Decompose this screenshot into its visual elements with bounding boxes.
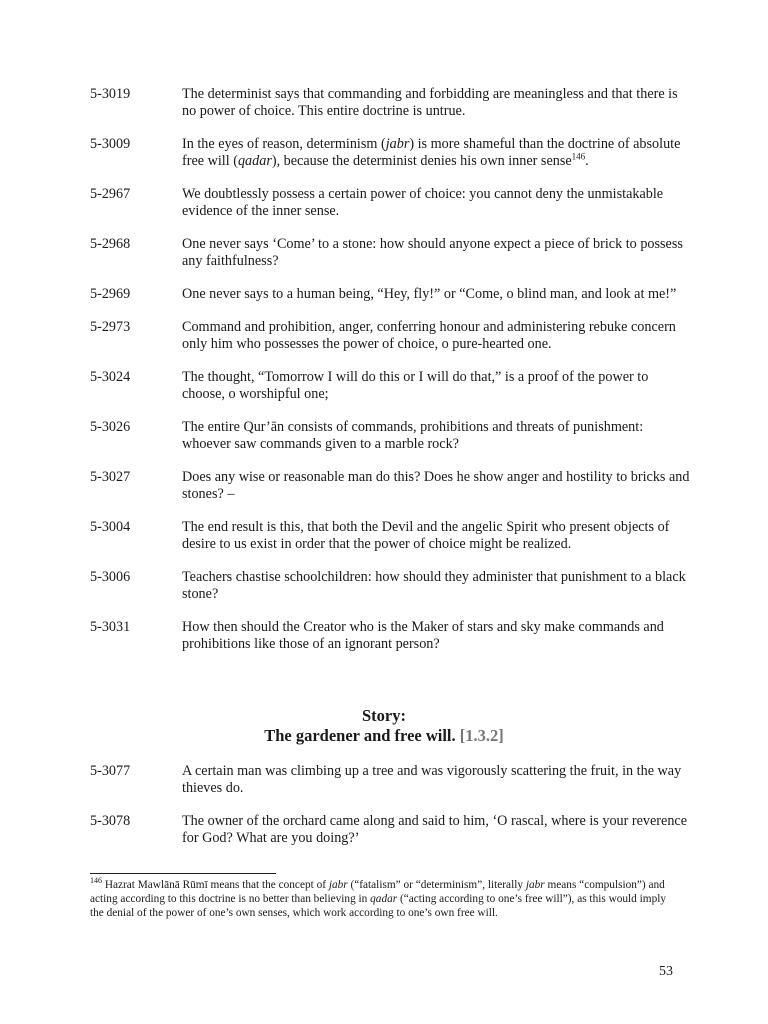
verse-reference: 5-3006 bbox=[90, 569, 131, 585]
verse-entry bbox=[90, 136, 690, 170]
verse-text: A certain man was climbing up a tree and was vigorously scattering the fruit, in the way thieves do. bbox=[182, 763, 682, 796]
verse-entry bbox=[90, 469, 690, 503]
verse-reference: 5-2968 bbox=[90, 236, 131, 252]
verse-entry bbox=[90, 619, 690, 653]
verse-entry bbox=[90, 763, 690, 797]
verse-text: Command and prohibition, anger, conferring honour and administering rebuke concern only him who possesses the power of choice, o pure-hearted one. bbox=[182, 319, 676, 352]
verse-reference: 5-3009 bbox=[90, 136, 131, 152]
verse-reference: 5-3031 bbox=[90, 619, 131, 635]
verse-text: The end result is this, that both the Devil and the angelic Spirit who present objects of desire to us exist in order that the power of choice might be realized. bbox=[182, 519, 670, 552]
verse-reference: 5-3027 bbox=[90, 469, 131, 485]
verse-reference: 5-3078 bbox=[90, 813, 131, 829]
verse-reference: 5-3077 bbox=[90, 763, 131, 779]
verse-text: The determinist says that commanding and forbidding are meaningless and that there is no power of choice. This entire doctrine is untrue. bbox=[182, 86, 678, 119]
verse-text: Does any wise or reasonable man do this? Does he show anger and hostility to bricks and stones? – bbox=[182, 469, 690, 502]
story-title-line bbox=[90, 726, 678, 746]
verse-text: One never says ‘Come’ to a stone: how should anyone expect a piece of brick to possess any faithfulness? bbox=[182, 236, 683, 269]
verse-entry bbox=[90, 519, 690, 553]
footnote: $^{146}$ Hazrat Mawlānā Rūmī means that the concept of jabr (“fatalism” or “determinism”, literally jabr means “compulsion”) and acting according to this doctrine is no better than believing in qadar (“acting according to one’s free will”), as this would imply the denial of the power of one’s own senses, which work according to one’s own free will. bbox=[90, 876, 667, 919]
verse-entry bbox=[90, 369, 690, 403]
verse-text: The thought, “Tomorrow I will do this or I will do that,” is a proof of the power to choose, o worshipful one; bbox=[182, 369, 649, 402]
verse-text: Teachers chastise schoolchildren: how should they administer that punishment to a black stone? bbox=[182, 569, 686, 602]
verse-entry bbox=[90, 86, 690, 120]
verse-list bbox=[90, 86, 690, 669]
verse-text: The entire Qur’ān consists of commands, prohibitions and threats of punishment: whoever saw commands given to a marble rock? bbox=[182, 419, 644, 452]
page-number: 53 bbox=[659, 964, 673, 979]
verse-entry bbox=[90, 286, 690, 303]
verse-reference: 5-3026 bbox=[90, 419, 131, 435]
story-verse-list bbox=[90, 763, 690, 863]
verse-text: The owner of the orchard came along and said to him, ‘O rascal, where is your reverence for God? What are you doing?’ bbox=[182, 813, 688, 846]
verse-entry bbox=[90, 319, 690, 353]
footnote-number: 146 bbox=[90, 876, 102, 886]
verse-entry bbox=[90, 186, 690, 220]
verse-reference: 5-3019 bbox=[90, 86, 131, 102]
verse-reference: 5-3004 bbox=[90, 519, 131, 535]
verse-text: We doubtlessly possess a certain power of choice: you cannot deny the unmistakable evidence of the inner sense. bbox=[182, 186, 664, 219]
verse-text: In the eyes of reason, determinism (jabr) is more shameful than the doctrine of absolute free will (qadar), because the determinist denies his own inner sense$^{146}$. bbox=[182, 136, 681, 169]
footnote-marker[interactable]: 146 bbox=[571, 151, 586, 162]
verse-entry bbox=[90, 569, 690, 603]
verse-text: How then should the Creator who is the Maker of stars and sky make commands and prohibitions like those of an ignorant person? bbox=[182, 619, 664, 652]
story-heading bbox=[90, 706, 678, 746]
story-title: The gardener and free will. bbox=[264, 726, 456, 745]
verse-reference: 5-2967 bbox=[90, 186, 131, 202]
verse-reference: 5-2969 bbox=[90, 286, 131, 302]
cross-reference-link[interactable]: [1.3.2] bbox=[459, 726, 504, 745]
verse-reference: 5-2973 bbox=[90, 319, 131, 335]
verse-entry bbox=[90, 236, 690, 270]
verse-entry bbox=[90, 419, 690, 453]
verse-entry bbox=[90, 813, 690, 847]
verse-text: One never says to a human being, “Hey, fly!” or “Come, o blind man, and look at me!” bbox=[182, 286, 677, 302]
story-label: Story: bbox=[362, 706, 406, 725]
footnote-divider bbox=[90, 873, 276, 874]
verse-reference: 5-3024 bbox=[90, 369, 131, 385]
